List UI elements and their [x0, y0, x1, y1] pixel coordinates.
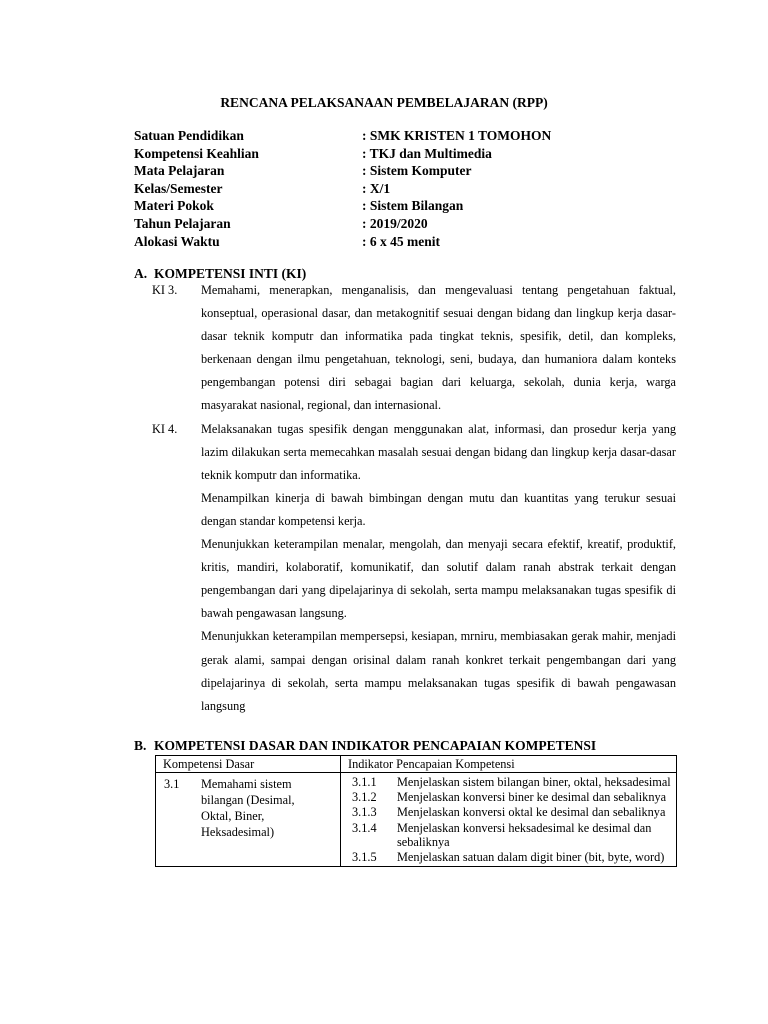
ki-list	[152, 279, 676, 718]
table-header-indicator: Indikator Pencapaian Kompetensi	[341, 756, 677, 773]
kd-description: Memahami sistem bilangan (Desimal, Oktal, Biner, Heksadesimal)	[201, 777, 295, 839]
document-title: RENCANA PELAKSANAAN PEMBELAJARAN (RPP)	[220, 95, 548, 110]
indicator-text: Menjelaskan satuan dalam digit biner (bit, byte, word)	[397, 850, 665, 865]
identity-value: : 2019/2020	[362, 215, 428, 231]
indicator-text: Menjelaskan konversi oktal ke desimal dan sebaliknya	[397, 805, 666, 820]
table-header-row	[156, 756, 677, 773]
identity-label: Kelas/Semester	[134, 180, 223, 196]
ki-number: KI 4.	[152, 421, 178, 436]
identity-label: Tahun Pelajaran	[134, 215, 231, 231]
section-b-letter: B.	[134, 738, 147, 753]
ki-paragraph: Menunjukkan keterampilan mempersepsi, kesiapan, mrniru, membiasakan gerak mahir, menjadi gerak alami, sampai dengan orisinal dalam ranah konkret terkait pengembangan dari yang dipelajarinya di sekolah, serta mampu melaksanakan tugas spesifik di bawah pengawasan langsung	[201, 629, 676, 713]
identity-value: : Sistem Bilangan	[362, 198, 464, 214]
identity-value: : TKJ dan Multimedia	[362, 145, 492, 161]
identity-label: Mata Pelajaran	[134, 163, 225, 179]
indicator-number: 3.1.5	[352, 850, 377, 865]
table-row	[156, 773, 677, 867]
identity-label: Alokasi Waktu	[134, 233, 220, 249]
identity-row	[134, 162, 694, 180]
section-a-title: KOMPETENSI INTI (KI)	[154, 266, 307, 281]
indicator-text: Menjelaskan konversi heksadesimal ke desimal dan sebaliknya	[397, 820, 652, 850]
indicator-item	[352, 775, 672, 790]
identity-value: : 6 x 45 menit	[362, 233, 440, 249]
section-b-heading	[134, 738, 596, 754]
indicator-text: Menjelaskan konversi biner ke desimal dan sebaliknya	[397, 790, 667, 805]
ki-paragraph: Melaksanakan tugas spesifik dengan menggunakan alat, informasi, dan prosedur kerja yang lazim dilakukan serta memecahkan masalah sesuai dengan bidang dan lingkup kerja dasar-dasar teknik komputr dan informatika.	[201, 421, 676, 482]
indicator-item	[352, 790, 672, 805]
ki-item	[152, 279, 676, 418]
competency-table	[155, 755, 677, 867]
identity-label: Materi Pokok	[134, 198, 214, 214]
indicator-cell	[341, 773, 677, 867]
identity-block	[134, 127, 694, 250]
ki-item	[152, 418, 676, 718]
kd-number: 3.1	[164, 777, 180, 791]
ki-paragraph: Memahami, menerapkan, menganalisis, dan mengevaluasi tentang pengetahuan faktual, konseptual, operasional dasar, dan metakognitif sesuai dengan bidang dan lingkup kerja dasar-dasar teknik komputr dan informatika pada tingkat teknis, spesifik, detil, dan kompleks, berkenaan dengan ilmu pengetahuan, teknologi, seni, budaya, dan humaniora dalam konteks pengembangan potensi diri sebagai bagian dari keluarga, sekolah, dunia kerja, warga masyarakat nasional, regional, dan internasional.	[201, 283, 676, 413]
identity-label: Satuan Pendidikan	[134, 128, 244, 143]
indicator-item	[352, 821, 672, 850]
indicator-number: 3.1.3	[352, 805, 377, 820]
indicator-number: 3.1.1	[352, 775, 377, 789]
indicator-item	[352, 805, 672, 820]
identity-row	[134, 145, 694, 163]
indicator-number: 3.1.2	[352, 790, 377, 805]
ki-number: KI 3.	[152, 283, 178, 297]
ki-paragraph: Menampilkan kinerja di bawah bimbingan dengan mutu dan kuantitas yang terukur sesuai dengan standar kompetensi kerja.	[201, 490, 676, 528]
indicator-text: Menjelaskan sistem bilangan biner, oktal, heksadesimal	[397, 775, 671, 789]
identity-row	[134, 197, 694, 215]
identity-value: : SMK KRISTEN 1 TOMOHON	[362, 128, 552, 143]
identity-row	[134, 127, 694, 145]
identity-value: : X/1	[362, 180, 391, 196]
section-a-letter: A.	[134, 266, 148, 281]
indicator-item	[352, 850, 672, 865]
indicator-number: 3.1.4	[352, 820, 377, 835]
table-header-kd: Kompetensi Dasar	[156, 756, 341, 773]
ki-paragraph: Menunjukkan keterampilan menalar, mengolah, dan menyaji secara efektif, kreatif, produktif, kritis, mandiri, kolaboratif, komunikatif, dan solutif dalam ranah abstrak terkait dengan pengembangan dari yang dipelajarinya di sekolah, serta mampu melaksanakan tugas spesifik di bawah pengawasan langsung.	[201, 537, 676, 621]
kd-cell	[156, 773, 341, 867]
identity-row	[134, 180, 694, 198]
identity-label: Kompetensi Keahlian	[134, 145, 259, 161]
identity-value: : Sistem Komputer	[362, 163, 472, 179]
identity-row	[134, 233, 694, 251]
section-b-title: KOMPETENSI DASAR DAN INDIKATOR PENCAPAIAN KOMPETENSI	[154, 738, 597, 753]
identity-row	[134, 215, 694, 233]
